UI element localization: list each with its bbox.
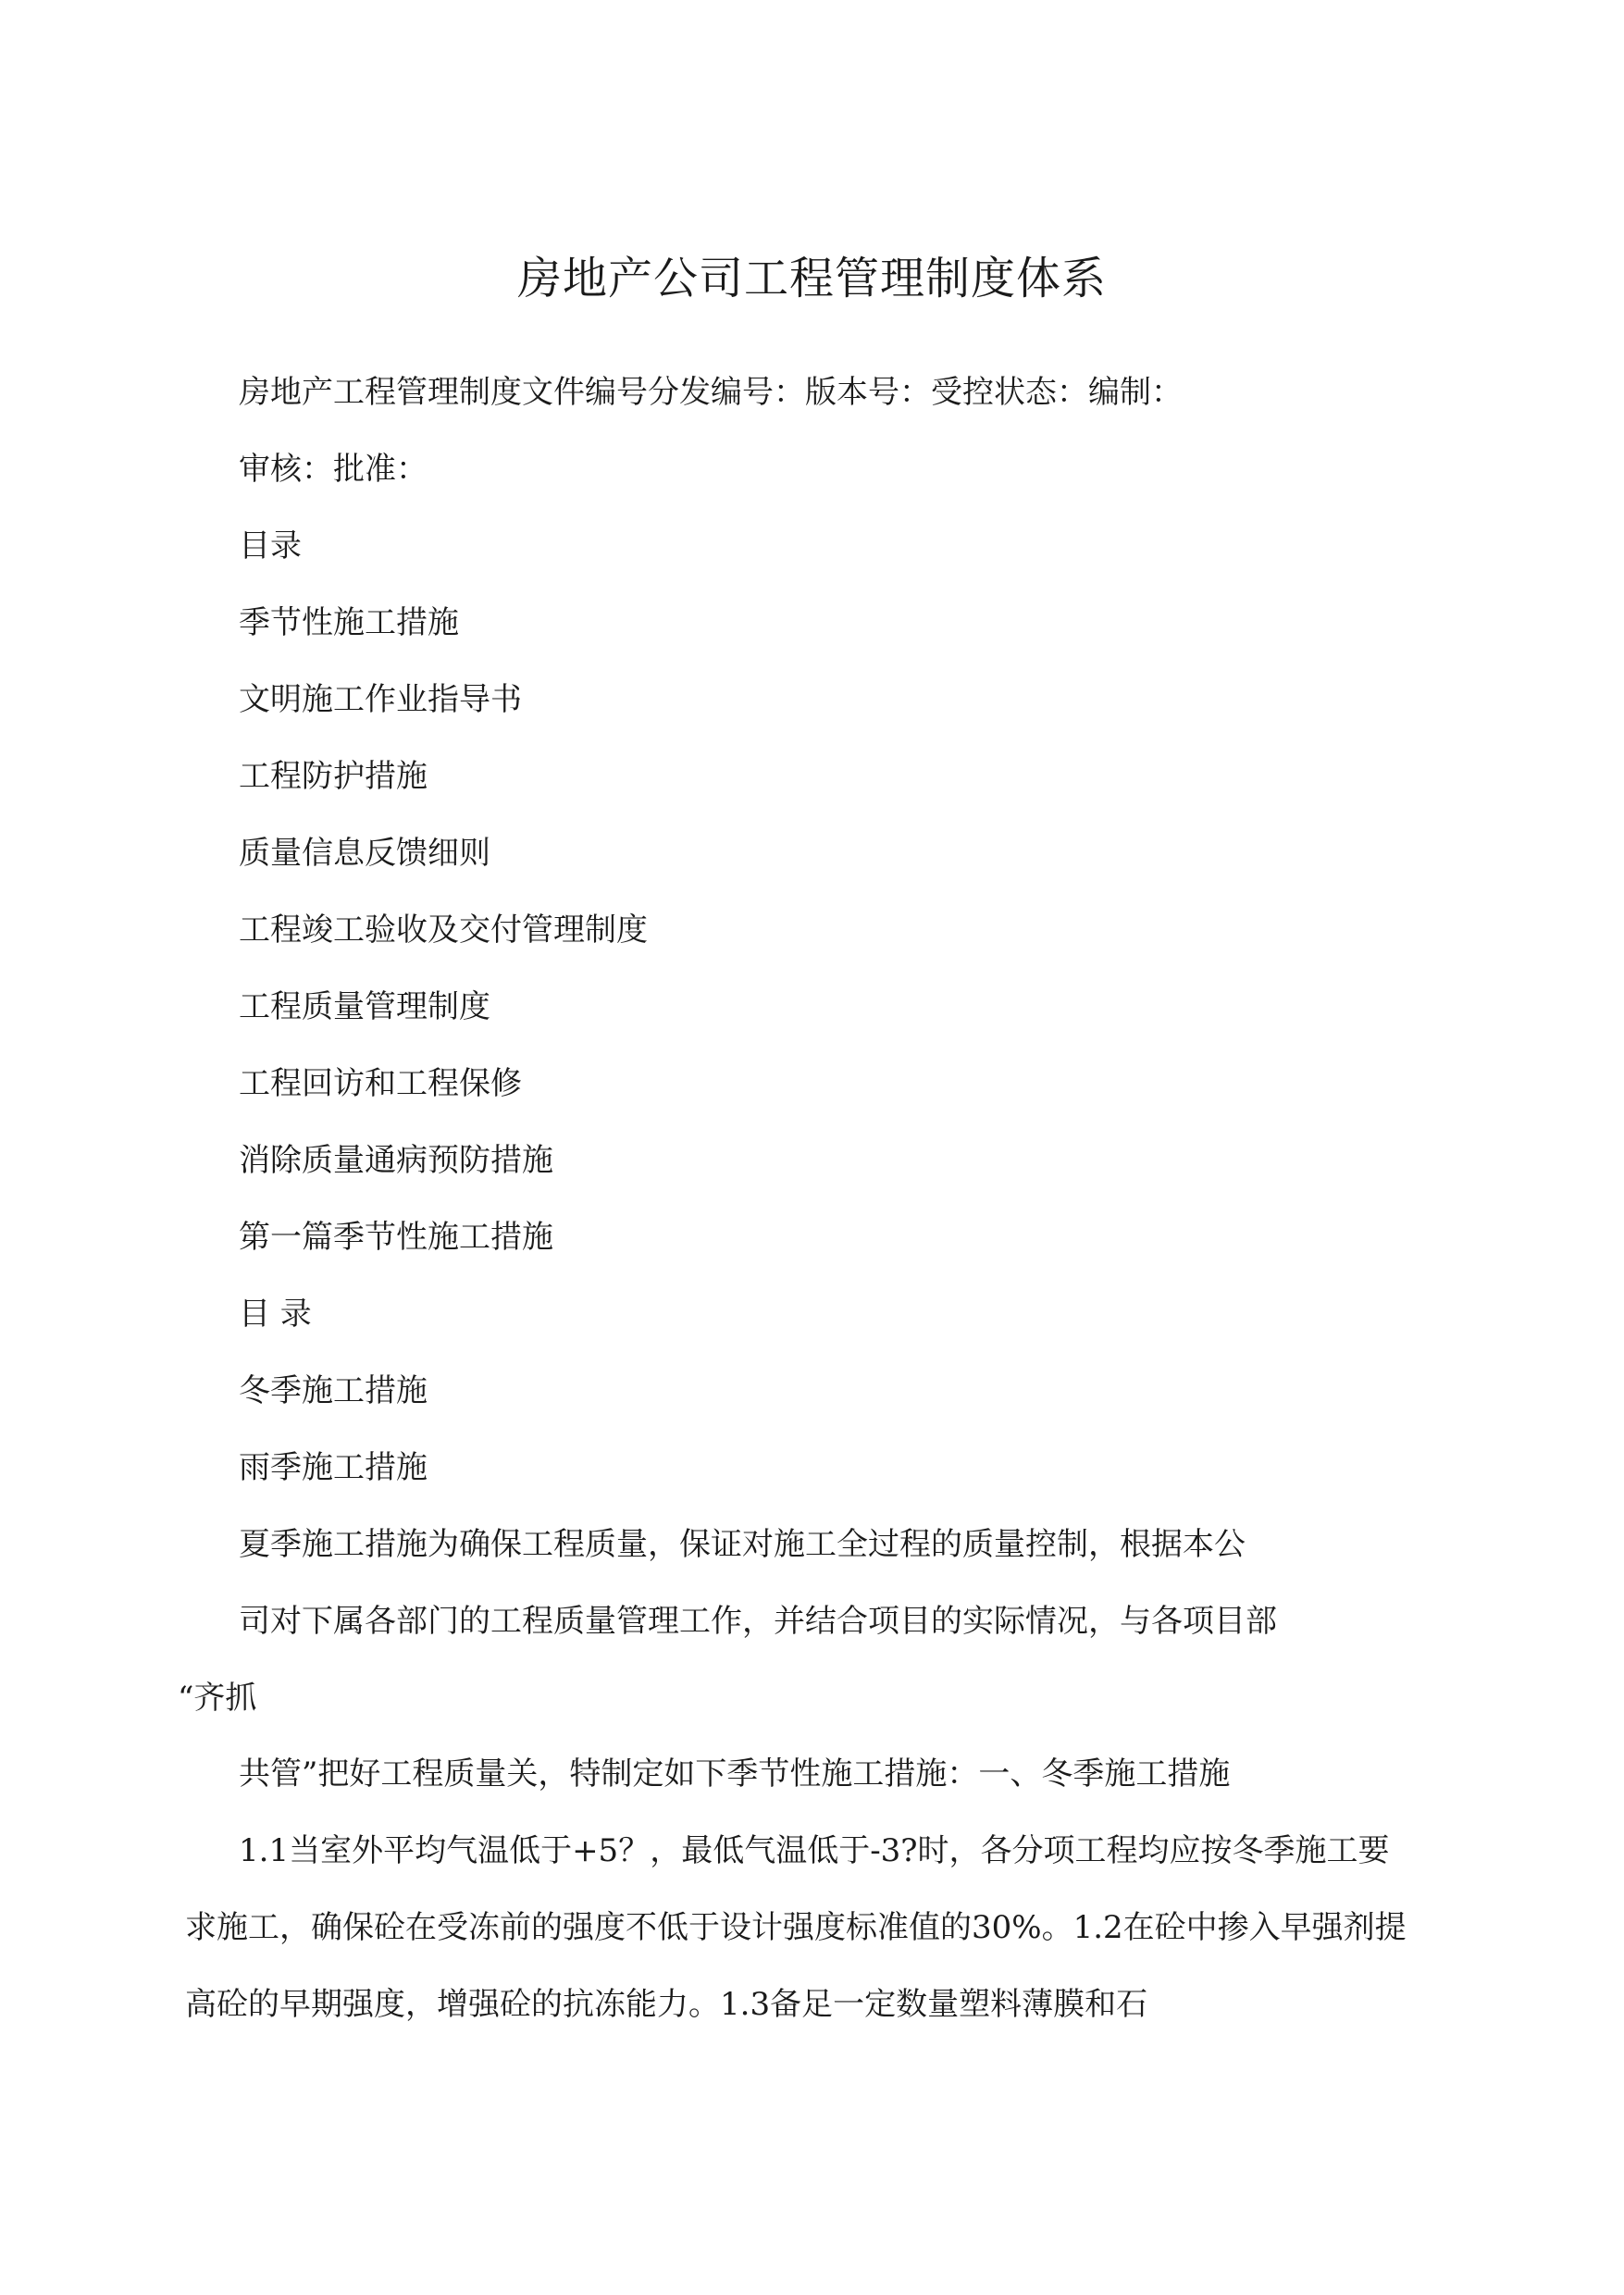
part-title: 第一篇季节性施工措施 — [239, 1219, 553, 1256]
part-toc-item: 冬季施工措施 — [239, 1372, 428, 1409]
toc-item: 工程竣工验收及交付管理制度 — [239, 912, 648, 949]
toc-item: 工程防护措施 — [239, 758, 428, 795]
meta-line-2: 审核：批准： — [239, 451, 428, 488]
toc-item: 消除质量通病预防措施 — [239, 1142, 553, 1179]
toc-item: 工程回访和工程保修 — [239, 1065, 522, 1102]
part-toc-heading: 目 录 — [239, 1296, 312, 1333]
body-line: 司对下属各部门的工程质量管理工作，并结合项目的实际情况，与各项目部 — [239, 1603, 1277, 1640]
part-toc-item: 雨季施工措施 — [239, 1449, 428, 1486]
meta-line-1: 房地产工程管理制度文件编号分发编号：版本号：受控状态：编制： — [239, 374, 1183, 411]
toc-item: 工程质量管理制度 — [239, 988, 490, 1025]
document-title: 房地产公司工程管理制度体系 — [516, 253, 1107, 304]
body-line: 夏季施工措施为确保工程质量，保证对施工全过程的质量控制，根据本公 — [239, 1526, 1246, 1563]
body-line: 共管”把好工程质量关，特制定如下季节性施工措施：一、冬季施工措施 — [239, 1755, 1231, 1793]
toc-item: 季节性施工措施 — [239, 604, 459, 641]
toc-item: 质量信息反馈细则 — [239, 835, 490, 872]
body-line: “齐抓 — [178, 1680, 257, 1717]
toc-item: 文明施工作业指导书 — [239, 681, 522, 718]
body-line: 求施工，确保砼在受冻前的强度不低于设计强度标准值的30%。1.2在砼中掺入早强剂提 — [185, 1909, 1407, 1946]
body-line: 高砼的早期强度，增强砼的抗冻能力。1.3备足一定数量塑料薄膜和石 — [185, 1986, 1148, 2023]
body-line: 1.1当室外平均气温低于+5？，最低气温低于-3?时，各分项工程均应按冬季施工要 — [239, 1832, 1390, 1869]
toc-heading: 目录 — [239, 527, 302, 564]
